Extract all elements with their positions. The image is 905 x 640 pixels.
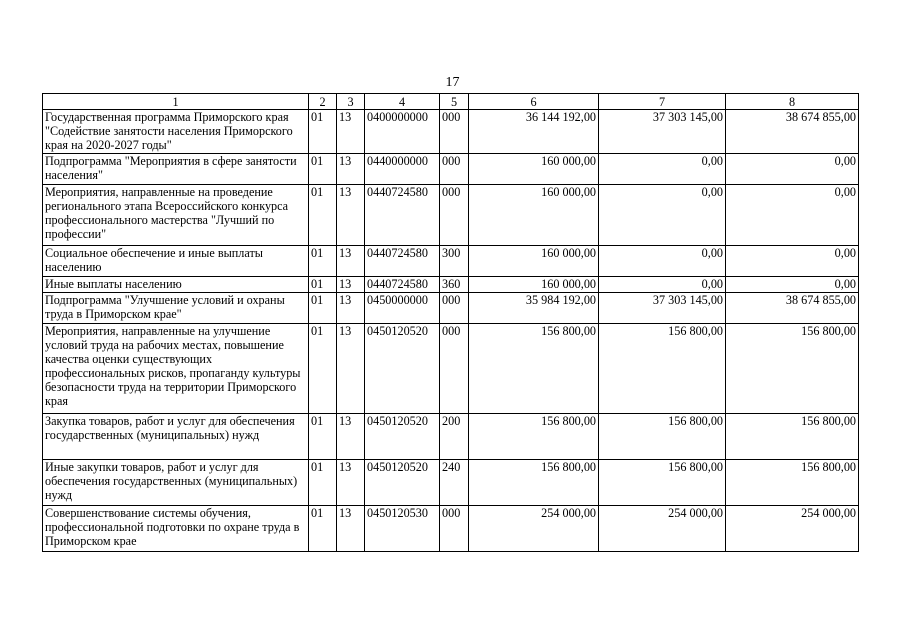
amount-col8-cell: 156 800,00 bbox=[726, 460, 859, 506]
amount-col7-cell: 37 303 145,00 bbox=[599, 110, 726, 154]
expense-type-cell: 000 bbox=[440, 110, 469, 154]
table-row bbox=[43, 185, 859, 246]
row-name-cell: Иные выплаты населению bbox=[43, 277, 309, 293]
section-code-cell: 01 bbox=[309, 414, 337, 460]
expense-type-cell: 200 bbox=[440, 414, 469, 460]
amount-col8-cell: 254 000,00 bbox=[726, 506, 859, 552]
header-cell: 4 bbox=[365, 94, 440, 110]
target-article-cell: 0450000000 bbox=[365, 293, 440, 324]
table-row bbox=[43, 324, 859, 414]
amount-col8-cell: 156 800,00 bbox=[726, 324, 859, 414]
expense-type-cell: 000 bbox=[440, 506, 469, 552]
amount-col8-cell: 0,00 bbox=[726, 185, 859, 246]
subsection-code-cell: 13 bbox=[337, 414, 365, 460]
header-cell: 8 bbox=[726, 94, 859, 110]
amount-col7-cell: 156 800,00 bbox=[599, 414, 726, 460]
table-row bbox=[43, 154, 859, 185]
header-cell: 5 bbox=[440, 94, 469, 110]
expense-type-cell: 360 bbox=[440, 277, 469, 293]
subsection-code-cell: 13 bbox=[337, 460, 365, 506]
amount-col6-cell: 156 800,00 bbox=[469, 324, 599, 414]
table-row bbox=[43, 506, 859, 552]
header-cell: 7 bbox=[599, 94, 726, 110]
header-row bbox=[43, 94, 859, 110]
row-name-cell: Иные закупки товаров, работ и услуг для обеспечения государственных (муниципальных) нужд bbox=[43, 460, 309, 506]
amount-col8-cell: 38 674 855,00 bbox=[726, 110, 859, 154]
target-article-cell: 0440724580 bbox=[365, 277, 440, 293]
row-name-cell: Мероприятия, направленные на проведение регионального этапа Всероссийского конкурса профессионального мастерства "Лучший по профессии" bbox=[43, 185, 309, 246]
subsection-code-cell: 13 bbox=[337, 154, 365, 185]
section-code-cell: 01 bbox=[309, 277, 337, 293]
row-name-cell: Подпрограмма "Мероприятия в сфере занятости населения" bbox=[43, 154, 309, 185]
amount-col8-cell: 0,00 bbox=[726, 154, 859, 185]
expense-type-cell: 300 bbox=[440, 246, 469, 277]
target-article-cell: 0440724580 bbox=[365, 185, 440, 246]
expense-type-cell: 240 bbox=[440, 460, 469, 506]
target-article-cell: 0400000000 bbox=[365, 110, 440, 154]
row-name-cell: Государственная программа Приморского края "Содействие занятости населения Приморского края на 2020-2027 годы" bbox=[43, 110, 309, 154]
target-article-cell: 0440000000 bbox=[365, 154, 440, 185]
section-code-cell: 01 bbox=[309, 246, 337, 277]
amount-col6-cell: 160 000,00 bbox=[469, 185, 599, 246]
amount-col6-cell: 160 000,00 bbox=[469, 246, 599, 277]
expense-type-cell: 000 bbox=[440, 293, 469, 324]
section-code-cell: 01 bbox=[309, 506, 337, 552]
subsection-code-cell: 13 bbox=[337, 277, 365, 293]
row-name-cell: Подпрограмма "Улучшение условий и охраны труда в Приморском крае" bbox=[43, 293, 309, 324]
amount-col7-cell: 37 303 145,00 bbox=[599, 293, 726, 324]
amount-col6-cell: 156 800,00 bbox=[469, 414, 599, 460]
header-cell: 3 bbox=[337, 94, 365, 110]
section-code-cell: 01 bbox=[309, 460, 337, 506]
subsection-code-cell: 13 bbox=[337, 110, 365, 154]
amount-col6-cell: 156 800,00 bbox=[469, 460, 599, 506]
amount-col6-cell: 35 984 192,00 bbox=[469, 293, 599, 324]
amount-col6-cell: 160 000,00 bbox=[469, 154, 599, 185]
section-code-cell: 01 bbox=[309, 324, 337, 414]
amount-col7-cell: 254 000,00 bbox=[599, 506, 726, 552]
header-cell: 1 bbox=[43, 94, 309, 110]
table-row bbox=[43, 277, 859, 293]
amount-col7-cell: 156 800,00 bbox=[599, 324, 726, 414]
row-name-cell: Социальное обеспечение и иные выплаты населению bbox=[43, 246, 309, 277]
subsection-code-cell: 13 bbox=[337, 185, 365, 246]
target-article-cell: 0450120520 bbox=[365, 324, 440, 414]
row-name-cell: Мероприятия, направленные на улучшение условий труда на рабочих местах, повышение качества оценки существующих профессиональных рисков, пропаганду культуры безопасности труда на территории Приморского края bbox=[43, 324, 309, 414]
amount-col6-cell: 160 000,00 bbox=[469, 277, 599, 293]
amount-col8-cell: 156 800,00 bbox=[726, 414, 859, 460]
amount-col7-cell: 0,00 bbox=[599, 277, 726, 293]
header-cell: 6 bbox=[469, 94, 599, 110]
page-number: 17 bbox=[445, 75, 460, 90]
table-row bbox=[43, 246, 859, 277]
subsection-code-cell: 13 bbox=[337, 506, 365, 552]
table-row bbox=[43, 110, 859, 154]
target-article-cell: 0450120520 bbox=[365, 414, 440, 460]
budget-table bbox=[42, 93, 859, 552]
row-name-cell: Закупка товаров, работ и услуг для обеспечения государственных (муниципальных) нужд bbox=[43, 414, 309, 460]
target-article-cell: 0450120520 bbox=[365, 460, 440, 506]
expense-type-cell: 000 bbox=[440, 324, 469, 414]
subsection-code-cell: 13 bbox=[337, 246, 365, 277]
expense-type-cell: 000 bbox=[440, 185, 469, 246]
header-cell: 2 bbox=[309, 94, 337, 110]
section-code-cell: 01 bbox=[309, 110, 337, 154]
amount-col7-cell: 0,00 bbox=[599, 246, 726, 277]
table-row bbox=[43, 460, 859, 506]
amount-col6-cell: 36 144 192,00 bbox=[469, 110, 599, 154]
expense-type-cell: 000 bbox=[440, 154, 469, 185]
subsection-code-cell: 13 bbox=[337, 293, 365, 324]
amount-col6-cell: 254 000,00 bbox=[469, 506, 599, 552]
amount-col8-cell: 38 674 855,00 bbox=[726, 293, 859, 324]
amount-col7-cell: 156 800,00 bbox=[599, 460, 726, 506]
row-name-cell: Совершенствование системы обучения, профессиональной подготовки по охране труда в Приморском крае bbox=[43, 506, 309, 552]
amount-col8-cell: 0,00 bbox=[726, 246, 859, 277]
amount-col7-cell: 0,00 bbox=[599, 154, 726, 185]
subsection-code-cell: 13 bbox=[337, 324, 365, 414]
section-code-cell: 01 bbox=[309, 185, 337, 246]
amount-col8-cell: 0,00 bbox=[726, 277, 859, 293]
section-code-cell: 01 bbox=[309, 154, 337, 185]
target-article-cell: 0450120530 bbox=[365, 506, 440, 552]
target-article-cell: 0440724580 bbox=[365, 246, 440, 277]
table-row bbox=[43, 414, 859, 460]
table-body bbox=[43, 94, 859, 552]
section-code-cell: 01 bbox=[309, 293, 337, 324]
table-row bbox=[43, 293, 859, 324]
amount-col7-cell: 0,00 bbox=[599, 185, 726, 246]
